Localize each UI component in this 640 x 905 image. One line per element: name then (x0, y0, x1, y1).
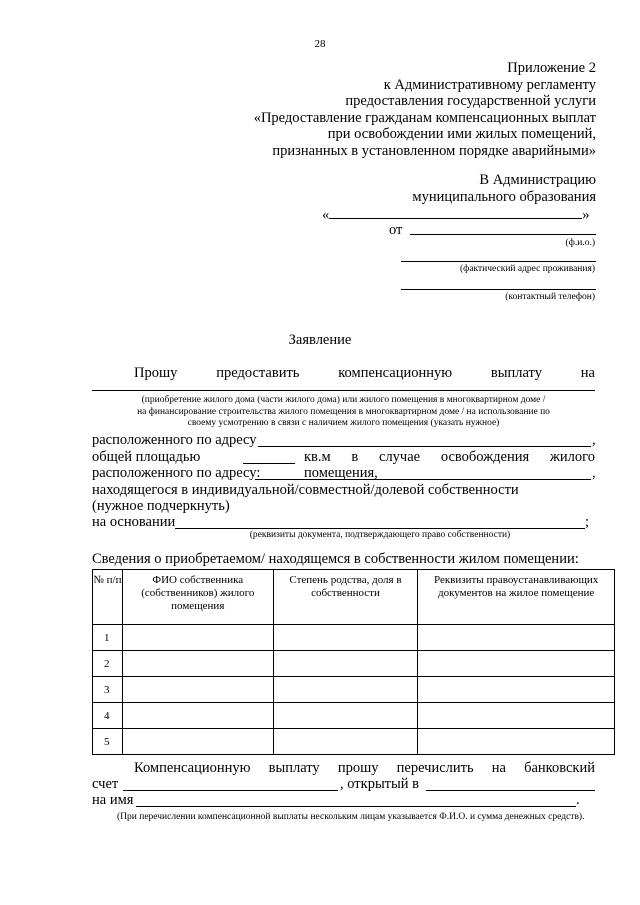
table-cell[interactable] (122, 677, 273, 703)
appendix-line: «Предоставление гражданам компенсационных выплат (253, 109, 596, 126)
header-number: № п/п (93, 570, 123, 625)
table-cell[interactable] (273, 625, 418, 651)
row-number: 4 (93, 703, 123, 729)
phone-caption: (контактный телефон) (505, 292, 595, 302)
table-row (93, 625, 615, 651)
municipality-input-line[interactable] (329, 206, 582, 219)
payment-word: банковский (524, 760, 595, 776)
payment-line (134, 760, 595, 776)
request-word: компенсационную (338, 365, 453, 381)
name-label: на имя (92, 792, 134, 808)
located-address-label: расположенного по адресу (92, 432, 257, 448)
table-header-row (93, 570, 615, 625)
payment-word: на (491, 760, 506, 776)
located-address-input-line-2[interactable] (255, 465, 591, 480)
bank-input-line[interactable] (426, 776, 595, 791)
payment-word: прошу (337, 760, 379, 776)
property-table (92, 569, 615, 755)
appendix-line: предоставления государственной услуги (345, 93, 596, 110)
request-line (134, 365, 595, 381)
table-cell[interactable] (418, 703, 615, 729)
table-cell[interactable] (418, 625, 615, 651)
fio-caption: (ф.и.о.) (565, 238, 595, 248)
table-row (93, 729, 615, 755)
account-label: счет (92, 776, 119, 792)
request-word: на (580, 365, 595, 381)
payment-word: перечислить (396, 760, 474, 776)
appendix-line: к Административному регламенту (383, 76, 596, 93)
row-number: 2 (93, 651, 123, 677)
table-row (93, 677, 615, 703)
municipality-field[interactable]: « » (322, 207, 590, 223)
underline-note: (нужное подчеркнуть) (92, 498, 230, 514)
purpose-caption: (приобретение жилого дома (части жилого дома) или жилого помещения в многоквартирном доме / на финансирование строительства жилого помещения в многоквартирном доме / на использование по своему усмотрению в связи с наличием жилого помещения (указать нужное) (137, 395, 550, 428)
payment-note: (При перечислении компенсационной выплаты нескольким лицам указывается Ф.И.О. и сумма денежных средств). (117, 812, 585, 822)
appendix-line: при освобождении ими жилых помещений, (327, 126, 596, 143)
fio-input-line[interactable] (410, 222, 596, 235)
table-cell[interactable] (273, 703, 418, 729)
area-label: общей площадью (92, 449, 201, 465)
table-row (93, 703, 615, 729)
table-cell[interactable] (122, 651, 273, 677)
payment-word: выплату (268, 760, 320, 776)
table-cell[interactable] (122, 703, 273, 729)
area-input-line[interactable] (243, 449, 295, 464)
addressee-line: муниципального образования (412, 188, 596, 205)
table-cell[interactable] (273, 677, 418, 703)
request-word: выплату (490, 365, 542, 381)
phone-input-line[interactable] (401, 280, 596, 290)
page-number: 28 (314, 38, 326, 50)
appendix-header (254, 60, 596, 160)
located-address-input-line[interactable] (258, 432, 591, 447)
table-title: Сведения о приобретаемом/ находящемся в собственности жилом помещении: (92, 551, 579, 567)
header-kinship-share: Степень родства, доля в собственности (273, 570, 418, 625)
address-input-line[interactable] (401, 252, 596, 262)
basis-input-line[interactable] (175, 514, 585, 529)
table-cell[interactable] (122, 729, 273, 755)
basis-caption: (реквизиты документа, подтверждающего право собственности) (249, 530, 511, 540)
row-number: 3 (93, 677, 123, 703)
addressee-block (412, 172, 596, 205)
row-number: 1 (93, 625, 123, 651)
addressee-line: В Администрацию (479, 172, 596, 188)
opened-label: , открытый в (340, 776, 419, 792)
header-owner-fio: ФИО собственника (собственников) жилого помещения (122, 570, 273, 625)
request-word: Прошу (134, 365, 178, 381)
account-input-line[interactable] (123, 776, 338, 791)
located-address-label-2: расположенного по адресу: (92, 465, 261, 481)
payment-word: Компенсационную (134, 760, 251, 776)
area-unit-text: кв.м в случае освобождения жилого помещения, (304, 449, 595, 481)
table-cell[interactable] (418, 729, 615, 755)
row-number: 5 (93, 729, 123, 755)
table-cell[interactable] (273, 651, 418, 677)
document-title: Заявление (288, 332, 352, 348)
address-caption: (фактический адрес проживания) (460, 264, 595, 274)
table-cell[interactable] (273, 729, 418, 755)
from-label: от (389, 222, 403, 238)
table-cell[interactable] (122, 625, 273, 651)
basis-label: на основании (92, 514, 176, 530)
table-row (93, 651, 615, 677)
appendix-line: Приложение 2 (507, 60, 596, 76)
request-word: предоставить (216, 365, 300, 381)
purpose-input-line[interactable] (92, 380, 595, 391)
table-cell[interactable] (418, 651, 615, 677)
header-documents: Реквизиты правоустанавливающих документов на жилое помещение (418, 570, 615, 625)
table-cell[interactable] (418, 677, 615, 703)
name-input-line[interactable] (136, 792, 576, 807)
appendix-line: признанных в установленном порядке аварийными» (272, 142, 596, 159)
ownership-text: находящегося в индивидуальной/совместной/долевой собственности (92, 482, 519, 498)
